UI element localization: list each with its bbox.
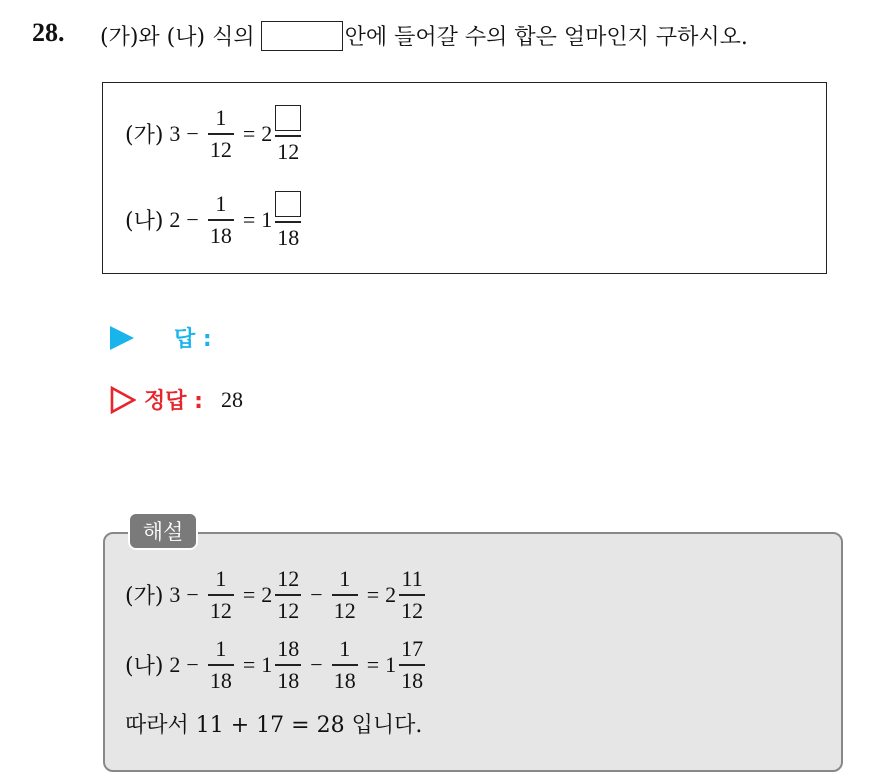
minus-sign: − [186,120,199,146]
label-ga: (가) [125,123,164,149]
fraction [332,638,358,692]
solution-line-a [125,568,428,622]
whole: 2 [169,206,181,232]
denominator: 18 [333,667,356,693]
label-na: (나) [125,654,164,680]
fraction-bar [208,133,234,135]
correct-answer-value: 28 [220,386,243,412]
whole: 1 [261,651,273,677]
whole: 1 [385,651,397,677]
minus-sign: − [186,651,199,677]
denominator: 18 [209,222,232,248]
fraction-bar [275,594,301,596]
fraction-bar [399,594,425,596]
solution-tag: 해설 [128,512,198,550]
fraction-bar [332,594,358,596]
denominator: 12 [401,597,424,623]
equals-sign: = [242,651,256,677]
equals-sign: = [366,581,380,607]
whole: 2 [169,651,181,677]
label-ga: (가) [125,584,164,610]
fraction [208,638,234,692]
fraction [208,107,234,161]
fraction-bar [275,664,301,666]
fraction [399,638,425,692]
equals-sign: = [366,651,380,677]
label-na: (나) [125,209,164,235]
denominator: 12 [277,597,300,623]
solution-conclusion: 따라서 11 + 17 = 28 입니다. [125,713,423,738]
minus-sign: − [310,651,323,677]
numerator: 1 [339,636,351,661]
fraction-bar [332,664,358,666]
solution-line-b [125,638,428,692]
fraction [208,193,234,247]
numerator: 1 [215,191,227,216]
numerator: 1 [339,566,351,591]
minus-sign: − [186,581,199,607]
equals-sign: = [242,581,256,607]
denominator: 18 [277,667,300,693]
problem-line-a [125,105,304,163]
correct-answer-label: 정답 : [144,389,203,414]
denominator: 12 [277,138,300,164]
question-text-after: 안에 들어갈 수의 합은 얼마인지 구하시오. [344,25,748,50]
fraction [275,568,301,622]
denominator: 18 [277,224,300,250]
denominator: 12 [333,597,356,623]
denominator: 12 [209,136,232,162]
fraction-with-blank [275,105,301,163]
correct-answer-row [110,384,243,415]
triangle-outline-icon [110,386,136,414]
blank-numerator-box [275,191,301,217]
blank-numerator-box [275,105,301,131]
fraction-bar [399,664,425,666]
numerator: 18 [277,636,300,661]
answer-row [110,322,212,353]
denominator: 12 [209,597,232,623]
fraction-bar [208,664,234,666]
numerator: 12 [277,566,300,591]
equals-sign: = [242,120,256,146]
equals-sign: = [242,206,256,232]
fraction-with-blank [275,191,301,249]
denominator: 18 [209,667,232,693]
answer-label: 답 : [174,327,212,352]
numerator: 1 [215,636,227,661]
numerator: 17 [401,636,424,661]
fraction-bar [275,135,301,137]
numerator: 1 [215,566,227,591]
problem-line-b [125,191,304,249]
numerator: 1 [215,105,227,130]
fraction [208,568,234,622]
whole: 3 [169,581,181,607]
question-text-before: (가)와 (나) 식의 [100,25,255,50]
fraction-bar [275,221,301,223]
fraction-bar [208,594,234,596]
problem-box [102,82,827,274]
denominator: 18 [401,667,424,693]
solution-box [103,532,843,772]
question-number: 28. [32,18,65,47]
minus-sign: − [310,581,323,607]
numerator: 11 [401,566,423,591]
blank-box [261,21,343,51]
fraction [275,638,301,692]
question-text [100,20,748,51]
fraction-bar [208,219,234,221]
triangle-filled-icon [110,326,134,350]
whole: 2 [261,581,273,607]
whole: 1 [261,206,273,232]
whole: 2 [385,581,397,607]
fraction [399,568,425,622]
whole: 2 [261,120,273,146]
minus-sign: − [186,206,199,232]
whole: 3 [169,120,181,146]
fraction [332,568,358,622]
